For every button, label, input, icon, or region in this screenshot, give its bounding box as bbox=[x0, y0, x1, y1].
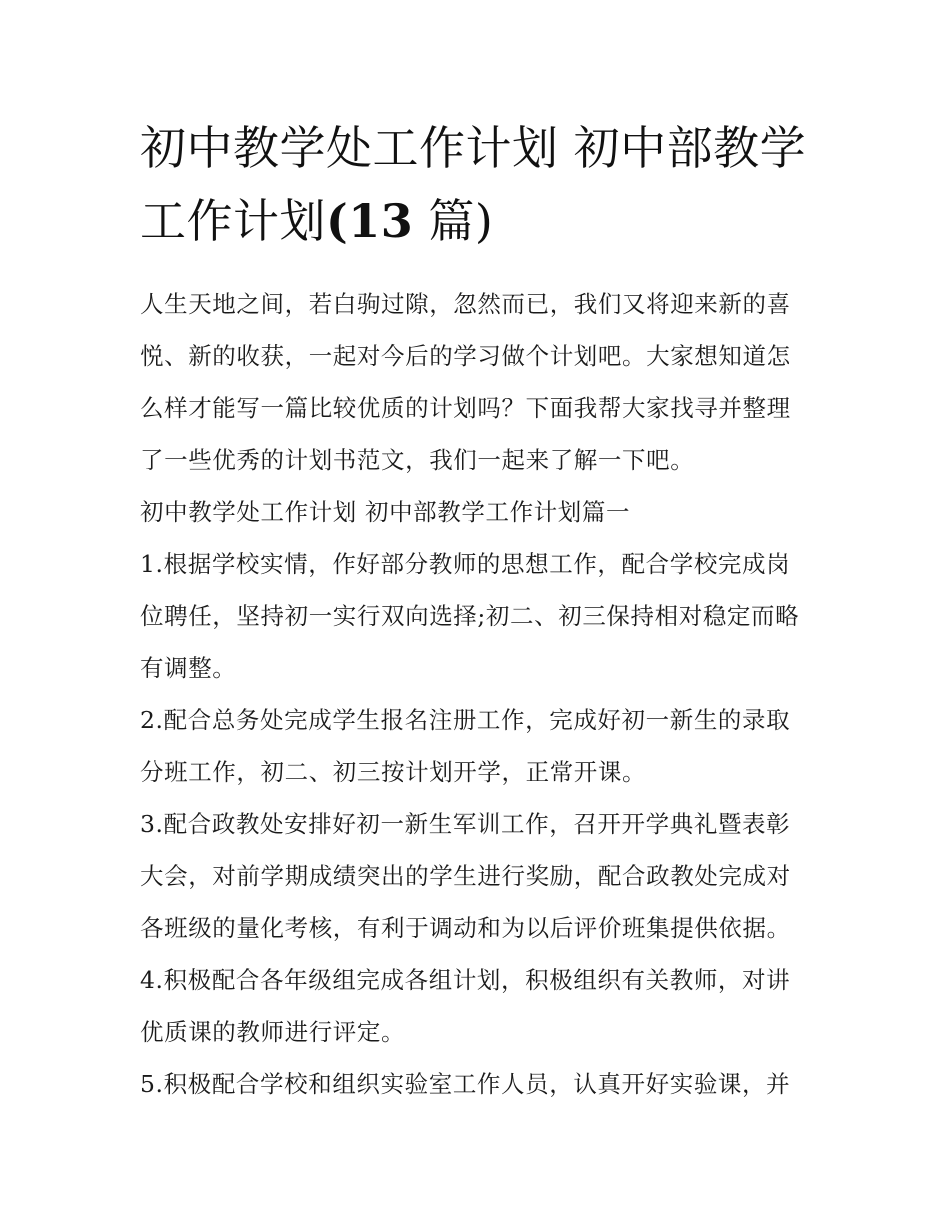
plan-item-3: 3.配合政教处安排好初一新生军训工作，召开开学典礼暨表彰大会，对前学期成绩突出的学生进行奖励，配合政教处完成对各班级的量化考核，有利于调动和为以后评价班集提供依据。 bbox=[140, 810, 791, 942]
plan-item-4: 4.积极配合各年级组完成各组计划，积极组织有关教师，对讲优质课的教师进行评定。 bbox=[140, 966, 791, 1046]
document-title bbox=[140, 112, 812, 258]
plan-item-5: 5.积极配合学校和组织实验室工作人员，认真开好实验课，并 bbox=[140, 1070, 791, 1098]
document-content bbox=[140, 112, 812, 1110]
plan-item-2: 2.配合总务处完成学生报名注册工作，完成好初一新生的录取分班工作，初二、初三按计划开学，正常开课。 bbox=[140, 706, 791, 786]
title-text: 初中教学处工作计划 初中部教学工作计划 bbox=[140, 121, 807, 248]
section-heading: 初中教学处工作计划 初中部教学工作计划篇一 bbox=[140, 498, 631, 526]
intro-paragraph: 人生天地之间，若白驹过隙，忽然而已，我们又将迎来新的喜悦、新的收获，一起对今后的学习做个计划吧。大家想知道怎么样才能写一篇比较优质的计划吗？下面我帮大家找寻并整理了一些优秀的计划书范文，我们一起来了解一下吧。 bbox=[140, 290, 791, 474]
title-suffix: 篇) bbox=[413, 194, 494, 248]
plan-item-1: 1.根据学校实情，作好部分教师的思想工作，配合学校完成岗位聘任，坚持初一实行双向选择;初二、初三保持相对稳定而略有调整。 bbox=[140, 550, 800, 682]
title-count: (13 bbox=[326, 194, 414, 248]
